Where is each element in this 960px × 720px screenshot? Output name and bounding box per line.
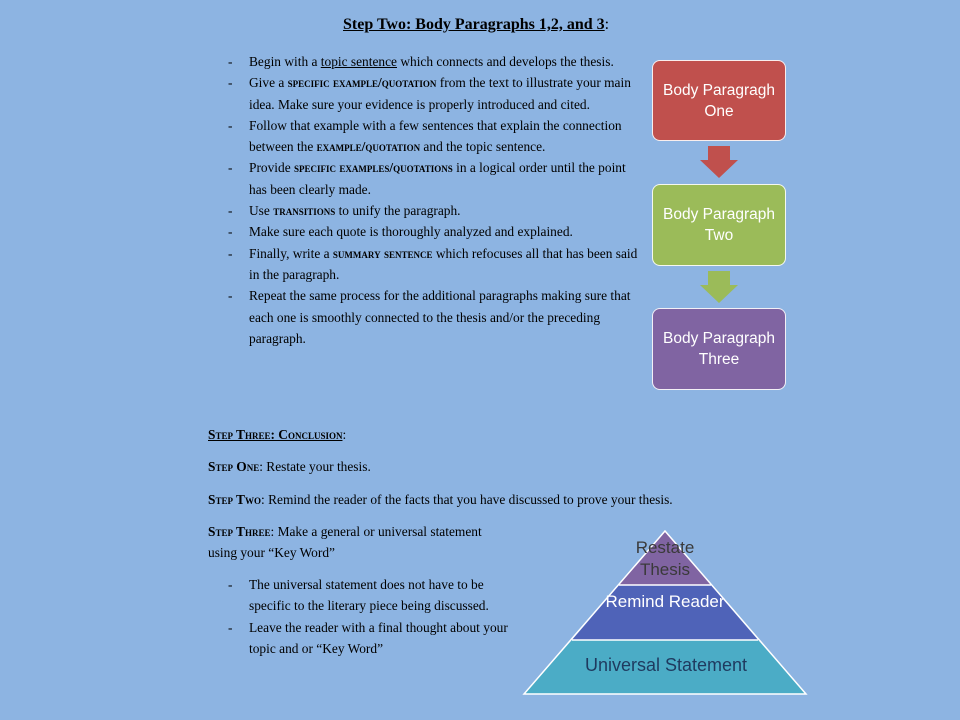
arrow-shape — [700, 146, 738, 178]
bullet-item: - The universal statement does not have to be specific to the literary piece being discussed. — [228, 574, 528, 617]
step-three-heading: Step Three: Conclusion: — [208, 427, 347, 442]
bullet-item: - Leave the reader with a final thought about your topic and or “Key Word” — [228, 617, 528, 660]
conclusion-step-two: Step Two: Remind the reader of the facts that you have discussed to prove your thesis. — [208, 492, 673, 507]
arrow-shape — [700, 271, 738, 303]
step-two-title: Step Two: Body Paragraphs 1,2, and 3: — [343, 16, 610, 33]
conclusion-step-one: Step One: Restate your thesis. — [208, 459, 371, 474]
step-two-bullet-list — [228, 51, 640, 349]
step-three-bullet-list — [228, 574, 528, 659]
flow-box-label: Body Paragraph Three — [662, 330, 776, 368]
down-arrow-icon — [700, 146, 738, 178]
flow-box-label: Body Paragragh One — [662, 81, 776, 120]
bullet-item: - Follow that example with a few sentences that explain the connection between the example/quotation and the topic sentence. — [228, 115, 640, 158]
conclusion-step-three: Step Three: Make a general or universal statement using your “Key Word” — [208, 524, 482, 560]
down-arrow-icon — [700, 271, 738, 303]
pyramid-label-remind-reader: Remind Reader — [605, 592, 725, 611]
bullet-item: - Finally, write a summary sentence which refocuses all that has been said in the paragraph. — [228, 243, 640, 286]
bullet-item: - Use transitions to unify the paragraph. — [228, 200, 640, 221]
bullet-item: - Begin with a topic sentence which connects and develops the thesis. — [228, 51, 640, 72]
bullet-item: - Give a specific example/quotation from the text to illustrate your main idea. Make sure your evidence is properly introduced and cited. — [228, 72, 640, 115]
flow-box-body-paragraph-two — [652, 184, 786, 266]
flow-box-body-paragraph-three — [652, 308, 786, 390]
bullet-item: - Repeat the same process for the additional paragraphs making sure that each one is smoothly connected to the thesis and/or the preceding paragraph. — [228, 285, 640, 349]
bullet-item: - Provide specific examples/quotations in a logical order until the point has been clearly made. — [228, 157, 640, 200]
flow-box-body-paragraph-one — [652, 60, 786, 141]
pyramid-label-universal-statement: Universal Statement — [584, 655, 748, 675]
bullet-item: - Make sure each quote is thoroughly analyzed and explained. — [228, 221, 640, 242]
flow-box-label: Body Paragraph Two — [662, 206, 776, 244]
pyramid-label-restate-thesis: Restate Thesis — [635, 538, 695, 579]
